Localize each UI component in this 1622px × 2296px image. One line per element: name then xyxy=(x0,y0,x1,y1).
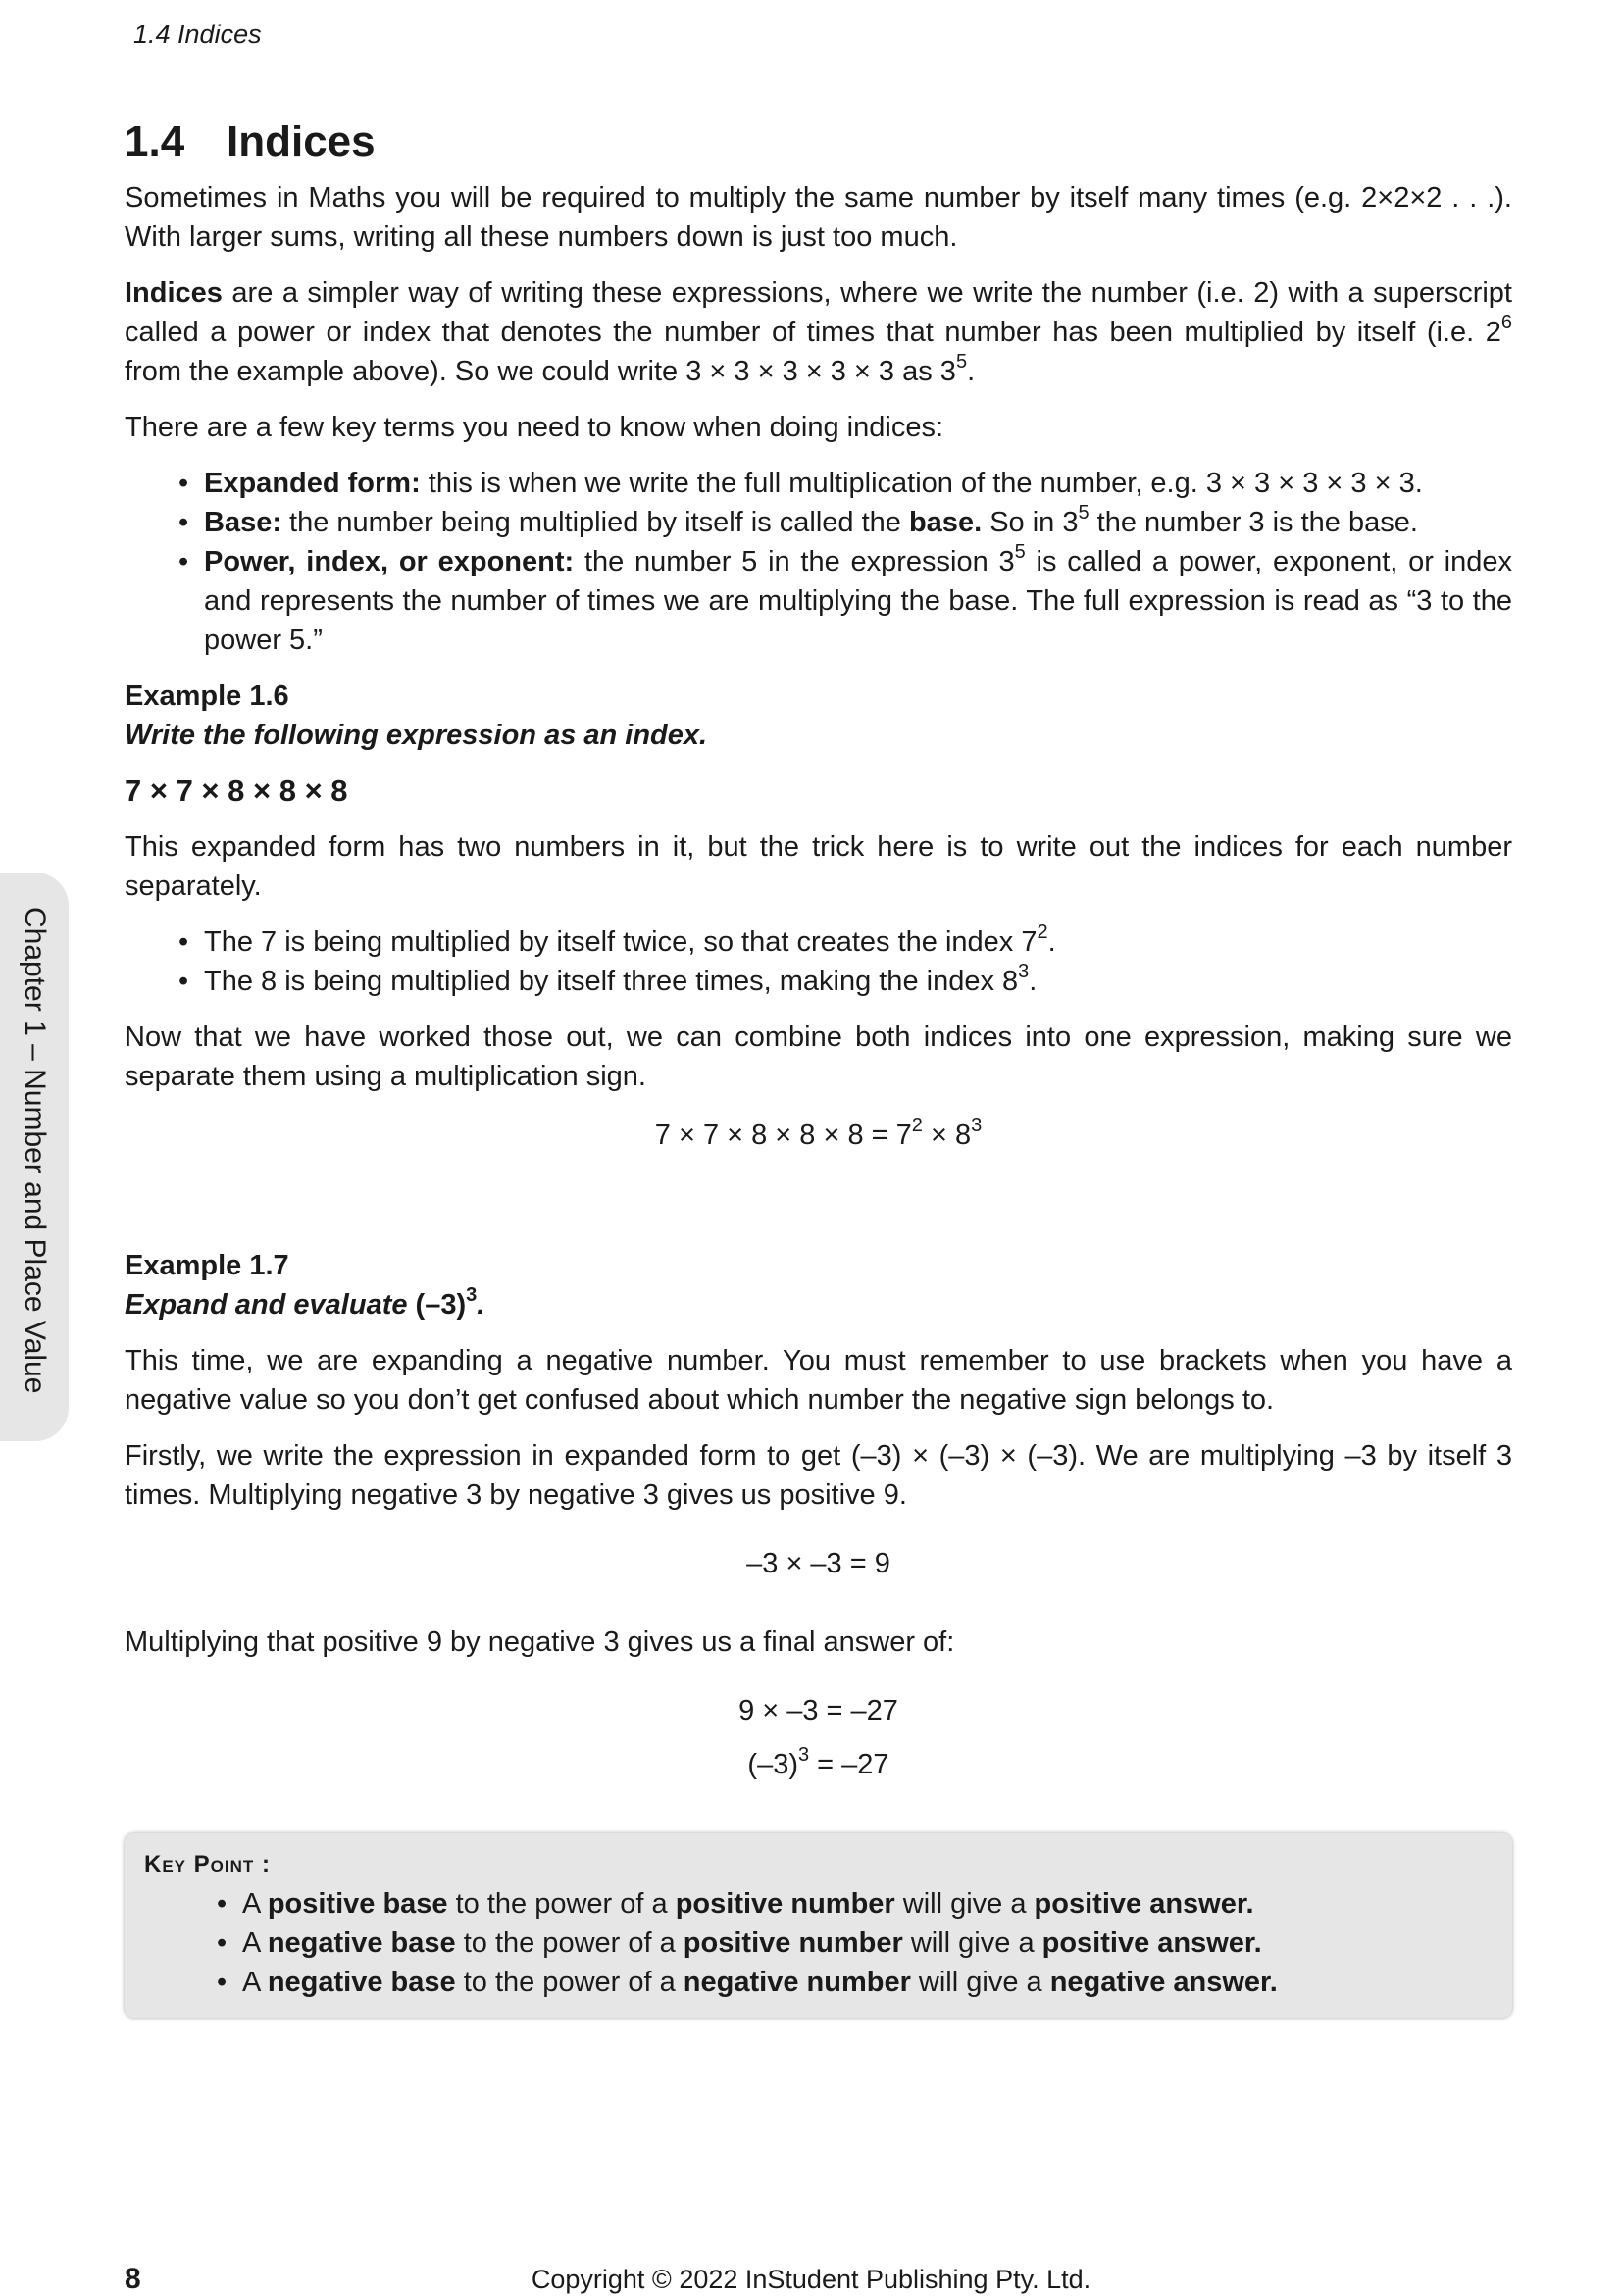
kp-text: A xyxy=(242,1927,268,1959)
kp-text: A xyxy=(242,1967,268,1998)
example-1-6-heading: Example 1.6 xyxy=(125,680,289,712)
key-point-item xyxy=(242,1963,1493,2002)
kp-text: will give a xyxy=(894,1888,1035,1920)
term-text: is called a power, exponent, or index and represents the number of times we are multiplying the base. The full expression is read as “3 to the power 5.” xyxy=(204,546,1513,656)
eq-text: 7 × 7 × 8 × 8 × 8 = 7 xyxy=(654,1120,912,1151)
bullet-sup: 3 xyxy=(1018,961,1030,982)
bullet-text: The 7 is being multiplied by itself twice, so that creates the index 7 xyxy=(204,926,1038,958)
term-base xyxy=(204,503,1512,542)
section-heading xyxy=(125,116,1512,169)
section-title: Indices xyxy=(227,118,376,166)
kp-bold: positive answer. xyxy=(1034,1888,1254,1920)
section-number: 1.4 xyxy=(125,118,185,166)
example-1-6-paragraph-2: Now that we have worked those out, we can combine both indices into one expression, making sure we separate them using a multiplication sign. xyxy=(125,1022,1512,1092)
term-text: So in 3 xyxy=(982,507,1079,538)
intro-p2-text-c: . xyxy=(967,356,976,387)
intro-p2-sup-2: 5 xyxy=(955,351,968,373)
example-1-7-heading: Example 1.7 xyxy=(125,1250,289,1281)
intro-p2-sup-1: 6 xyxy=(1500,312,1512,333)
term-sup: 5 xyxy=(1078,502,1090,524)
eq-sup: 3 xyxy=(971,1115,983,1136)
key-point-list xyxy=(144,1884,1493,2002)
key-point-box xyxy=(125,1833,1512,2018)
question-expression: (–3) xyxy=(415,1289,467,1321)
question-text: . xyxy=(477,1289,485,1321)
kp-bold: negative base xyxy=(267,1927,456,1959)
example-1-7-equation-2: 9 × –3 = –27 xyxy=(738,1695,898,1726)
example-1-7-paragraph-1: This time, we are expanding a negative number. You must remember to use brackets when you have a negative value so you don’t get confused about which number the negative sign belongs to. xyxy=(125,1345,1512,1416)
key-terms-list xyxy=(125,464,1512,660)
intro-p2-text-a: are a simpler way of writing these expressions, where we write the number (i.e. 2) with a superscript called a power or index that denotes the number of times that number has been multiplied by itself (i.e. 2 xyxy=(125,277,1512,348)
key-point-item xyxy=(242,1884,1493,1923)
term-label: Power, index, or exponent: xyxy=(204,546,575,577)
kp-bold: positive number xyxy=(675,1888,895,1920)
eq-sup: 2 xyxy=(911,1115,923,1136)
copyright-notice: Copyright © 2022 InStudent Publishing Pty. Ltd. xyxy=(531,2265,1091,2294)
term-expanded-form xyxy=(204,464,1512,503)
kp-bold: positive base xyxy=(267,1888,448,1920)
kp-bold: negative number xyxy=(683,1967,911,1998)
example-1-7-question xyxy=(125,1285,1512,1324)
chapter-side-tab-label: Chapter 1 – Number and Place Value xyxy=(19,907,51,1394)
kp-text: to the power of a xyxy=(455,1967,684,1998)
kp-bold: positive answer. xyxy=(1041,1927,1262,1959)
bullet-text: . xyxy=(1047,926,1056,958)
term-text: the number being multiplied by itself is called the xyxy=(281,507,909,538)
example-1-6-bullet-2 xyxy=(204,962,1512,1001)
page-number: 8 xyxy=(125,2263,141,2295)
kp-text: to the power of a xyxy=(447,1888,676,1920)
intro-paragraph-2 xyxy=(125,274,1512,391)
example-1-6-list xyxy=(125,923,1512,1001)
term-label: Expanded form: xyxy=(204,468,421,499)
example-1-6-bullet-1 xyxy=(204,923,1512,962)
kp-text: will give a xyxy=(902,1927,1042,1959)
key-point-title: Key Point : xyxy=(144,1851,271,1877)
eq-text: (–3) xyxy=(747,1749,798,1780)
term-text: the number 3 is the base. xyxy=(1089,507,1418,538)
example-1-7-equation-1: –3 × –3 = 9 xyxy=(746,1548,890,1579)
intro-paragraph-3: There are a few key terms you need to know when doing indices: xyxy=(125,412,944,443)
running-head: 1.4 Indices xyxy=(133,20,262,49)
kp-text: A xyxy=(242,1888,268,1920)
kp-text: will give a xyxy=(910,1967,1050,1998)
question-text: Expand and evaluate xyxy=(125,1289,416,1321)
term-power xyxy=(204,542,1512,660)
term-emphasis: base. xyxy=(908,507,983,538)
example-1-6-question: Write the following expression as an index. xyxy=(125,720,708,751)
key-point-item xyxy=(242,1923,1493,1963)
bullet-text: The 8 is being multiplied by itself three times, making the index 8 xyxy=(204,966,1019,997)
eq-text: = –27 xyxy=(809,1749,889,1780)
example-1-6-equation xyxy=(125,1116,1512,1155)
indices-term: Indices xyxy=(125,277,223,309)
term-text: this is when we write the full multiplication of the number, e.g. 3 × 3 × 3 × 3 × 3. xyxy=(420,468,1423,499)
term-text: the number 5 in the expression 3 xyxy=(574,546,1015,577)
term-sup: 5 xyxy=(1014,541,1026,563)
example-1-7-equation-3 xyxy=(125,1745,1512,1784)
eq-sup: 3 xyxy=(798,1744,810,1766)
page-content xyxy=(125,116,1512,2018)
term-label: Base: xyxy=(204,507,281,538)
eq-text: × 8 xyxy=(922,1120,972,1151)
kp-bold: negative base xyxy=(267,1967,456,1998)
example-1-6-expression: 7 × 7 × 8 × 8 × 8 xyxy=(125,774,348,808)
intro-p2-text-b: from the example above). So we could write 3 × 3 × 3 × 3 × 3 as 3 xyxy=(125,356,956,387)
kp-text: to the power of a xyxy=(455,1927,684,1959)
example-1-7-paragraph-2: Firstly, we write the expression in expanded form to get (–3) × (–3) × (–3). We are multiplying –3 by itself 3 times. Multiplying negative 3 by negative 3 gives us positive 9. xyxy=(125,1440,1512,1511)
kp-bold: negative answer. xyxy=(1049,1967,1278,1998)
intro-paragraph-1: Sometimes in Maths you will be required to multiply the same number by itself many times (e.g. 2×2×2 . . .). With larger sums, writing all these numbers down is just too much. xyxy=(125,182,1512,253)
bullet-text: . xyxy=(1029,966,1038,997)
bullet-sup: 2 xyxy=(1037,922,1048,943)
example-1-7-paragraph-3: Multiplying that positive 9 by negative 3 gives us a final answer of: xyxy=(125,1626,955,1658)
kp-bold: positive number xyxy=(683,1927,903,1959)
example-1-6-paragraph-1: This expanded form has two numbers in it, but the trick here is to write out the indices for each number separately. xyxy=(125,831,1512,902)
question-sup: 3 xyxy=(466,1284,478,1306)
